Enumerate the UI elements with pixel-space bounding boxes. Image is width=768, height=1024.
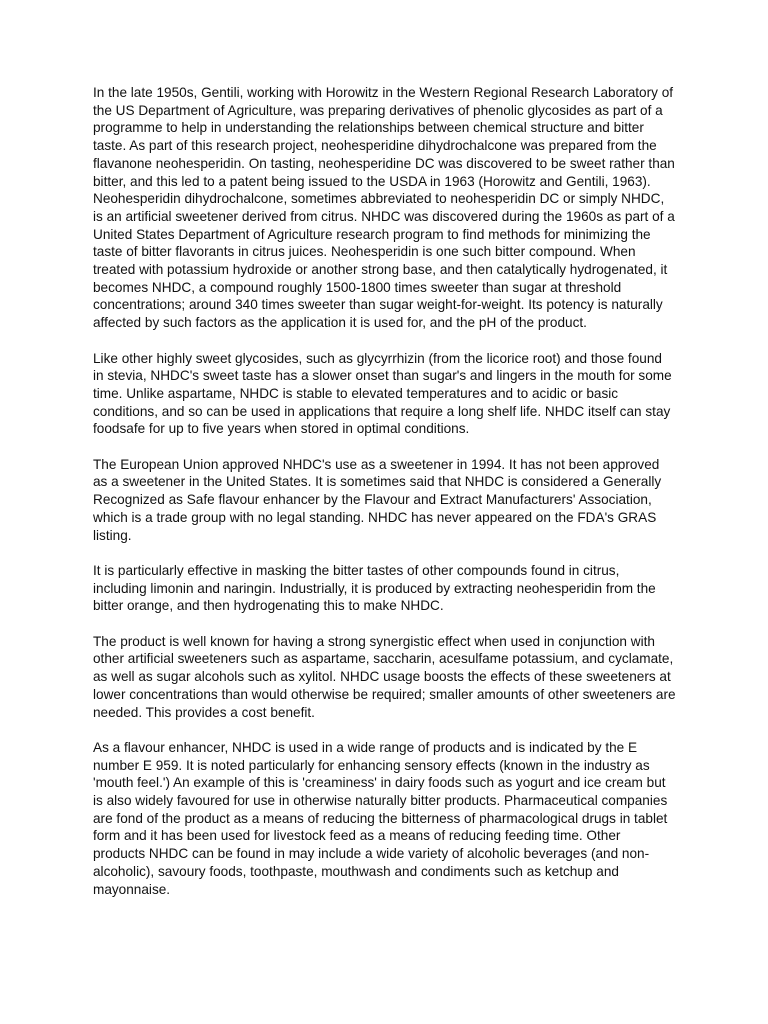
paragraph-taste-profile: Like other highly sweet glycosides, such as glycyrrhizin (from the licorice root) and those found in stevia, NHDC's sweet taste has a slower onset than sugar's and lingers in the mouth for some time. Unlike aspartame, NHDC is stable to elevated temperatures and to acidic or basic conditions, and so can be used in applications that require a long shelf life. NHDC itself can stay foodsafe for up to five years when stored in optimal conditions. [93,350,672,437]
paragraph-nhdc-definition: Neohesperidin dihydrochalcone, sometimes abbreviated to neohesperidin DC or simply NHDC, is an artificial sweetener derived from citrus. NHDC was discovered during the 1960s as part of a United States Department of Agriculture research program to find methods for minimizing the taste of bitter flavorants in citrus juices. Neohesperidin is one such bitter compound. When treated with potassium hydroxide or another strong base, and then catalytically hydrogenated, it becomes NHDC, a compound roughly 1500-1800 times sweeter than sugar at threshold concentrations; around 340 times sweeter than sugar weight-for-weight. Its potency is naturally affected by such factors as the application it is used for, and the pH of the product. [93,191,675,331]
paragraph-synergistic-effect: The product is well known for having a strong synergistic effect when used in conjunction with other artificial sweeteners such as aspartame, saccharin, acesulfame potassium, and cyclamate, as well as sugar alcohols such as xylitol. NHDC usage boosts the effects of these sweeteners at lower concentrations than would otherwise be required; smaller amounts of other sweeteners are needed. This provides a cost benefit. [93,633,676,720]
paragraph-gap [93,332,676,350]
paragraph-masking-bitterness: It is particularly effective in masking the bitter tastes of other compounds found in citrus, including limonin and naringin. Industrially, it is produced by extracting neohesperidin from the bitter orange, and then hydrogenating this to make NHDC. [93,562,656,614]
paragraph-regulatory-status: The European Union approved NHDC's use as a sweetener in 1994. It has not been approved as a sweetener in the United States. It is sometimes said that NHDC is considered a Generally Recognized as Safe flavour enhancer by the Flavour and Extract Manufacturers' Association, which is a trade group with no legal standing. NHDC has never appeared on the FDA's GRAS listing. [93,456,662,543]
paragraph-gap [93,615,676,633]
paragraph-gap [93,721,676,739]
paragraph-gap [93,544,676,562]
paragraph-discovery-history: In the late 1950s, Gentili, working with Horowitz in the Western Regional Research Laboratory of the US Department of Agriculture, was preparing derivatives of phenolic glycosides as part of a programme to help in understanding the relationships between chemical structure and bitter taste. As part of this research project, neohesperidine dihydrochalcone was prepared from the flavanone neohesperidin. On tasting, neohesperidine DC was discovered to be sweet rather than bitter, and this led to a patent being issued to the USDA in 1963 (Horowitz and Gentili, 1963). [93,85,675,189]
paragraph-gap [93,438,676,456]
paragraph-flavour-enhancer: As a flavour enhancer, NHDC is used in a wide range of products and is indicated by the E number E 959. It is noted particularly for enhancing sensory effects (known in the industry as 'mouth feel.') An example of this is 'creaminess' in dairy foods such as yogurt and ice cream but is also widely favoured for use in otherwise naturally bitter products. Pharmaceutical companies are fond of the product as a means of reducing the bitterness of pharmacological drugs in tablet form and it has been used for livestock feed as a means of reducing feeding time. Other products NHDC can be found in may include a wide variety of alcoholic beverages (and non-alcoholic), savoury foods, toothpaste, mouthwash and condiments such as ketchup and mayonnaise. [93,739,668,897]
document-body [93,84,676,898]
